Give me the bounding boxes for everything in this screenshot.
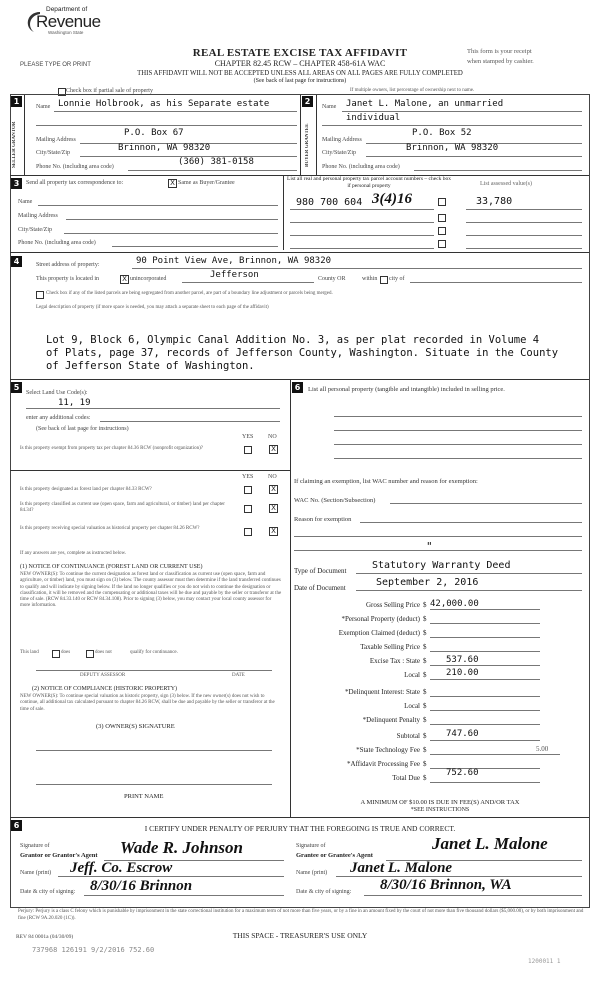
buyer-name-label: Name xyxy=(322,104,337,110)
buyer-mailing[interactable]: P.O. Box 52 xyxy=(412,128,472,138)
parcel-number[interactable]: 980 700 604 xyxy=(296,197,363,208)
legal-line-3[interactable]: of Jefferson State of Washington. xyxy=(46,360,255,372)
grantor-date[interactable]: 8/30/16 Brinnon xyxy=(90,878,193,894)
grantee-date-label: Date & city of signing: xyxy=(296,889,352,895)
treasurer-note: THIS SPACE - TREASURER'S USE ONLY xyxy=(232,931,368,940)
county-rule xyxy=(182,282,314,283)
this-land-label: This land xyxy=(20,650,39,655)
doc-type[interactable]: Statutory Warranty Deed xyxy=(372,560,511,571)
see-back-note: (See back of last page for instructions) xyxy=(253,78,347,84)
personal-property-rule-3 xyxy=(334,444,582,445)
excise-local-label: Local xyxy=(404,671,420,679)
tech-fee-currency: $ xyxy=(423,746,427,754)
segregated-checkbox[interactable] xyxy=(36,291,44,299)
delinquent-local-label: Local xyxy=(404,702,420,710)
buyer-phone-label: Phone No. (including area code) xyxy=(322,164,400,170)
grantor-name-label: Name (print) xyxy=(20,870,52,876)
partial-sale-label: Check box if partial sale of property xyxy=(66,88,153,94)
corr-phone-rule xyxy=(112,246,278,247)
corr-name-label: Name xyxy=(18,199,33,205)
reason-rule-3 xyxy=(294,550,582,551)
see-instructions-note: *SEE INSTRUCTIONS xyxy=(410,807,470,813)
seller-mailing-label: Mailing Address xyxy=(36,137,76,143)
land-use-rule xyxy=(26,408,280,409)
penalty-currency: $ xyxy=(423,716,427,724)
section-5-mid-rule xyxy=(10,470,290,471)
form-chapter: CHAPTER 82.45 RCW – CHAPTER 458-61A WAC xyxy=(214,59,386,68)
parcel-rule-3 xyxy=(290,235,434,236)
seller-side-rule xyxy=(24,95,25,175)
does-not-label: does not xyxy=(95,650,112,655)
buyer-city-label: City/State/Zip xyxy=(322,150,356,156)
assessed-rule-1 xyxy=(466,209,582,210)
taxable-rule xyxy=(430,651,540,652)
personal-property-rule-2 xyxy=(334,430,582,431)
if-yes-note: If any answers are yes, complete as instructed below. xyxy=(20,551,127,556)
subtotal-rule xyxy=(430,740,540,741)
buyer-name-rule-2 xyxy=(322,125,582,126)
owner-signature-label: (3) OWNER(S) SIGNATURE xyxy=(96,723,175,730)
seller-city-label: City/State/Zip xyxy=(36,150,70,156)
buyer-city-rule xyxy=(366,156,582,157)
penalty-label: *Delinquent Penalty xyxy=(362,716,420,724)
within-city-checkbox[interactable] xyxy=(380,276,388,284)
no-header-2: NO xyxy=(268,474,277,480)
city-of-label: city of xyxy=(389,276,405,282)
corr-phone-label: Phone No. (including area code) xyxy=(18,240,96,246)
deputy-rule xyxy=(36,670,272,671)
section-6-number: 6 xyxy=(292,382,303,393)
personal-deduct-label: *Personal Property (deduct) xyxy=(341,615,420,623)
section-4-bottom-rule xyxy=(10,379,589,380)
section-5-number: 5 xyxy=(11,382,22,393)
legal-line-1[interactable]: Lot 9, Block 6, Olympic Canal Addition No. 3, as per plat recorded in Volume 4 xyxy=(46,334,540,346)
q-exempt-no-checkbox[interactable]: X xyxy=(269,445,278,454)
page-code: 1200011 1 xyxy=(528,958,561,965)
grantor-date-rule xyxy=(84,895,284,896)
grantee-name[interactable]: Janet L. Malone xyxy=(350,860,453,876)
minimum-note: A MINIMUM OF $10.00 IS DUE IN FEE(S) AND/OR TAX xyxy=(360,799,520,806)
grantor-date-label: Date & city of signing: xyxy=(20,889,76,895)
q-current-no-checkbox[interactable]: X xyxy=(269,504,278,513)
doc-type-rule xyxy=(356,573,582,574)
seller-mailing[interactable]: P.O. Box 67 xyxy=(124,128,184,138)
gross-rule xyxy=(430,609,540,610)
q-current-yes-checkbox[interactable] xyxy=(244,505,252,513)
additional-codes-label: enter any additional codes: xyxy=(26,415,91,421)
excise-local-currency: $ xyxy=(423,671,427,679)
within-label: within xyxy=(362,276,378,282)
wac-rule xyxy=(390,503,582,504)
qualify-label: qualify for continuance. xyxy=(130,650,178,655)
assessed-rule-3 xyxy=(466,235,582,236)
exemption-deduct-label: Exemption Claimed (deduct) xyxy=(338,629,420,637)
buyer-phone-rule xyxy=(414,170,582,171)
yes-header-1: YES xyxy=(242,434,254,440)
multiple-owners-note: If multiple owners, list percentage of ownership next to name. xyxy=(350,88,475,93)
street-rule xyxy=(132,268,582,269)
segregated-label: Check box if any of the listed parcels are being segregated from another parcel, are part of a boundary line adjustment or parcels being merged. xyxy=(46,291,333,296)
delinquent-state-rule xyxy=(430,696,540,697)
exemption-label: If claiming an exemption, list WAC number and reason for exemption: xyxy=(294,478,478,485)
gross-label: Gross Selling Price xyxy=(365,601,420,609)
buyer-side-label: BUYER GRANTEE xyxy=(305,123,310,167)
form-title: REAL ESTATE EXCISE TAX AFFIDAVIT xyxy=(192,47,408,59)
total-label: Total Due xyxy=(392,774,420,782)
grantor-signature[interactable]: Wade R. Johnson xyxy=(120,838,243,857)
city-rule xyxy=(410,282,582,283)
street-address[interactable]: 90 Point View Ave, Brinnon, WA 98320 xyxy=(136,256,332,266)
section-1-number: 1 xyxy=(11,96,22,107)
seller-side-label: SELLER GRANTOR xyxy=(12,121,17,169)
reason-label: Reason for exemption xyxy=(294,516,352,523)
notice-2-body: NEW OWNER(S): To continue special valuation as historic property, sign (3) below. If the new owner(s) does not wish to continue, all additional tax calculated pursuant to chapter 84.26 RCW, shall be due and payable by the seller or transferor at the time of sale. xyxy=(20,694,275,712)
located-label: This property is located in xyxy=(36,276,99,282)
penalty-rule xyxy=(430,724,540,725)
buyer-name-line-2[interactable]: individual xyxy=(346,113,401,123)
grantee-signature[interactable]: Janet L. Malone xyxy=(432,834,548,853)
notice-2-title: (2) NOTICE OF COMPLIANCE (HISTORIC PROPERTY) xyxy=(32,686,178,692)
personal-property-rule-4 xyxy=(334,458,582,459)
gross-price[interactable]: 42,000.00 xyxy=(430,599,479,609)
doc-date[interactable]: September 2, 2016 xyxy=(376,577,479,588)
grantee-date[interactable]: 8/30/16 Brinnon, WA xyxy=(380,877,512,893)
section-5-6-bottom-rule xyxy=(10,817,589,818)
correspondence-label: Send all property tax correspondence to: xyxy=(26,180,124,186)
excise-state-currency: $ xyxy=(423,657,427,665)
buyer-city[interactable]: Brinnon, WA 98320 xyxy=(406,143,499,153)
exemption-deduct-rule xyxy=(430,637,540,638)
buyer-mailing-label: Mailing Address xyxy=(322,137,362,143)
wac-label: WAC No. (Section/Subsection) xyxy=(294,497,376,504)
perjury-notice: Perjury: Perjury is a class C felony which is punishable by imprisonment in the state correctional institution for a maximum term of not more than five years, or by a fine in an amount fixed by the court of not more than five thousand dollars ($5,000.00), or by both imprisonment and fine (RCW 9A.20.020 (1C)). xyxy=(18,909,584,921)
parcel-personal-checkbox-2[interactable] xyxy=(438,214,446,222)
owner-signature-rule xyxy=(36,750,272,751)
grantee-date-rule xyxy=(364,895,582,896)
deputy-label: DEPUTY ASSESSOR xyxy=(80,673,126,678)
print-note: PLEASE TYPE OR PRINT xyxy=(20,62,91,68)
q-exempt: Is this property exempt from property tax per chapter 84.36 RCW (nonprofit organization)? xyxy=(20,446,203,451)
affidavit-fee-currency: $ xyxy=(423,760,427,768)
section-1-2-divider xyxy=(300,95,301,175)
seller-city[interactable]: Brinnon, WA 98320 xyxy=(118,143,211,153)
parcel-personal-checkbox-4[interactable] xyxy=(438,240,446,248)
certify-number: 6 xyxy=(11,820,22,831)
certify-text: I CERTIFY UNDER PENALTY OF PERJURY THAT THE FOREGOING IS TRUE AND CORRECT. xyxy=(144,824,456,833)
corr-mailing-rule xyxy=(66,219,278,220)
seller-phone-rule xyxy=(128,170,297,171)
does-label: does xyxy=(61,650,71,655)
additional-codes-rule xyxy=(100,421,280,422)
logo-name: Revenue xyxy=(36,12,101,31)
seller-name-rule-2 xyxy=(36,125,297,126)
affidavit-fee-label: *Affidavit Processing Fee xyxy=(347,760,420,768)
same-as-buyer-label: Same as Buyer/Grantee xyxy=(178,180,235,186)
notice-1-title: (1) NOTICE OF CONTINUANCE (FOREST LAND OR CURRENT USE) xyxy=(20,564,203,570)
parcel-left-rule xyxy=(283,175,284,250)
delinquent-state-label: *Delinquent Interest: State xyxy=(344,688,420,696)
legal-line-2[interactable]: of Plats, page 37, records of Jefferson County, Washington. Situate in the County xyxy=(46,347,559,359)
total-currency: $ xyxy=(423,774,427,782)
grantee-sig-label-1: Signature of xyxy=(296,843,326,849)
buyer-name-rule xyxy=(342,111,582,112)
dor-logo xyxy=(22,6,107,40)
legal-label: Legal description of property (if more space is needed, you may attach a separate sheet to each page of the affidavit) xyxy=(36,305,269,310)
tech-fee-label: *State Technology Fee xyxy=(356,746,420,754)
unincorporated-checkbox[interactable]: X xyxy=(120,275,129,284)
q-current: Is this property classified as current use (open space, farm and agricultural, or timber) land per chapter 84.34? xyxy=(20,502,225,513)
corr-city-rule xyxy=(64,233,278,234)
q-historic: Is this property receiving special valuation as historical property per chapter 84.26 RCW? xyxy=(20,526,200,531)
parcel-personal-checkbox-3[interactable] xyxy=(438,227,446,235)
seller-name-label: Name xyxy=(36,104,51,110)
tech-fee[interactable]: 5.00 xyxy=(536,745,549,753)
notice-1-body: NEW OWNER(S): To continue the current designation as forest land or classification as current use (open space, farm and agriculture, or timber) land, you must sign on (3) below. The county assessor must then determine if the land transferred continues to qualify and will indicate by signing below. If the land no longer qualifies or you do not wish to continue the designation or classification, it will be removed and the compensating or additional taxes will be due and payable by the seller or transferor at the time of sale. (RCW 84.33.140 or RCW 84.34.108). Prior to signing (3) below, you may contact your local county assessor for more information. xyxy=(20,572,282,609)
does-checkbox[interactable] xyxy=(52,650,60,658)
delinquent-local-currency: $ xyxy=(423,702,427,710)
excise-state-rule xyxy=(430,665,540,666)
does-not-checkbox[interactable] xyxy=(86,650,94,658)
same-as-buyer-checkbox[interactable]: X xyxy=(168,179,177,188)
assessed-header: List assessed value(s) xyxy=(480,181,532,187)
buyer-name-line-1[interactable]: Janet L. Malone, an unmarried xyxy=(346,99,504,109)
logo-sub: Washington State xyxy=(48,30,84,35)
reason-rule xyxy=(360,522,582,523)
q-forest-yes-checkbox[interactable] xyxy=(244,486,252,494)
ditto-mark: " xyxy=(426,540,433,553)
corr-mailing-label: Mailing Address xyxy=(18,213,58,219)
assessed-rule-4 xyxy=(466,248,582,249)
exemption-deduct-currency: $ xyxy=(423,629,427,637)
grantor-sig-label-2: Grantor or Grantor's Agent xyxy=(20,852,98,859)
section-5-6-divider xyxy=(290,379,291,817)
total-due[interactable]: 752.60 xyxy=(446,768,479,778)
logo-dept: Department of xyxy=(46,6,88,13)
county-or-label: County OR xyxy=(318,276,346,282)
corr-name-rule xyxy=(38,205,278,206)
grantor-name[interactable]: Jeff. Co. Escrow xyxy=(70,860,173,876)
total-rule xyxy=(430,782,540,783)
parcel-rule-2 xyxy=(290,222,434,223)
seller-name[interactable]: Lonnie Holbrook, as his Separate estate xyxy=(58,99,270,109)
personal-deduct-rule xyxy=(430,623,540,624)
grantor-sig-label-1: Signature of xyxy=(20,843,50,849)
parcel-header: List all real and personal property tax parcel account numbers – check box if personal property xyxy=(286,176,452,189)
land-use-codes[interactable]: 11, 19 xyxy=(58,398,91,408)
seller-phone-label: Phone No. (including area code) xyxy=(36,164,114,170)
grantee-name-label: Name (print) xyxy=(296,870,328,876)
grantor-name-rule xyxy=(58,876,284,877)
yes-header-2: YES xyxy=(242,474,254,480)
receipt-note-1: This form is your receipt xyxy=(467,48,532,55)
treasurer-stamp: 737968 126191 9/2/2016 752.60 xyxy=(32,946,155,954)
parcel-assessed[interactable]: 33,780 xyxy=(476,196,513,207)
excise-local[interactable]: 210.00 xyxy=(446,668,479,678)
seller-name-rule xyxy=(54,111,297,112)
doc-date-label: Date of Document xyxy=(294,584,346,592)
excise-state-label: Excise Tax : State xyxy=(369,657,420,665)
section-3-bottom-rule xyxy=(10,252,589,253)
q-forest-no-checkbox[interactable]: X xyxy=(269,485,278,494)
land-use-label: Select Land Use Code(s): xyxy=(26,390,88,396)
parcel-handwritten: 3(4)16 xyxy=(372,191,412,207)
street-label: Street address of property: xyxy=(36,262,100,268)
section-4-number: 4 xyxy=(11,256,22,267)
corr-city-label: City/State/Zip xyxy=(18,227,52,233)
print-name-label: PRINT NAME xyxy=(124,793,164,800)
seller-phone[interactable]: (360) 381-0158 xyxy=(178,157,254,167)
gross-currency: $ xyxy=(423,601,427,609)
receipt-note-2: when stamped by cashier. xyxy=(467,58,534,65)
section-2-number: 2 xyxy=(302,96,313,107)
revision-code: REV 84 0001a (04/30/09) xyxy=(16,934,74,940)
subtotal[interactable]: 747.60 xyxy=(446,729,479,739)
section-3-number: 3 xyxy=(11,178,22,189)
grantee-sig-label-2: Grantee or Grantee's Agent xyxy=(296,852,373,859)
unincorporated-label: unincorporated xyxy=(130,276,167,282)
parcel-personal-checkbox-1[interactable] xyxy=(438,198,446,206)
reason-rule-2 xyxy=(294,536,582,537)
personal-property-rule-1 xyxy=(334,416,582,417)
deputy-date-label: DATE xyxy=(232,673,245,678)
excise-local-rule xyxy=(430,679,540,680)
personal-deduct-currency: $ xyxy=(423,615,427,623)
parcel-rule-1 xyxy=(290,209,434,210)
print-name-rule xyxy=(36,784,272,785)
land-use-see-back: (See back of last page for instructions) xyxy=(36,426,129,432)
q-historic-yes-checkbox[interactable] xyxy=(244,528,252,536)
no-header-1: NO xyxy=(268,434,277,440)
parcel-rule-4 xyxy=(290,248,434,249)
subtotal-label: Subtotal xyxy=(396,732,420,740)
q-exempt-yes-checkbox[interactable] xyxy=(244,446,252,454)
personal-property-label: List all personal property (tangible and intangible) included in selling price. xyxy=(308,386,505,393)
delinquent-state-currency: $ xyxy=(423,688,427,696)
q-forest: Is this property designated as forest land per chapter 84.33 RCW? xyxy=(20,487,152,492)
tech-fee-rule xyxy=(430,754,560,755)
county-name[interactable]: Jefferson xyxy=(210,270,259,280)
excise-state[interactable]: 537.60 xyxy=(446,655,479,665)
taxable-label: Taxable Selling Price xyxy=(360,643,420,651)
taxable-currency: $ xyxy=(423,643,427,651)
doc-date-rule xyxy=(356,590,582,591)
buyer-side-rule xyxy=(316,95,317,175)
subtotal-currency: $ xyxy=(423,732,427,740)
assessed-rule-2 xyxy=(466,222,582,223)
doc-type-label: Type of Document xyxy=(294,567,347,575)
form-warning: THIS AFFIDAVIT WILL NOT BE ACCEPTED UNLESS ALL AREAS ON ALL PAGES ARE FULLY COMPLETED xyxy=(137,70,463,77)
q-historic-no-checkbox[interactable]: X xyxy=(269,527,278,536)
delinquent-local-rule xyxy=(430,710,540,711)
